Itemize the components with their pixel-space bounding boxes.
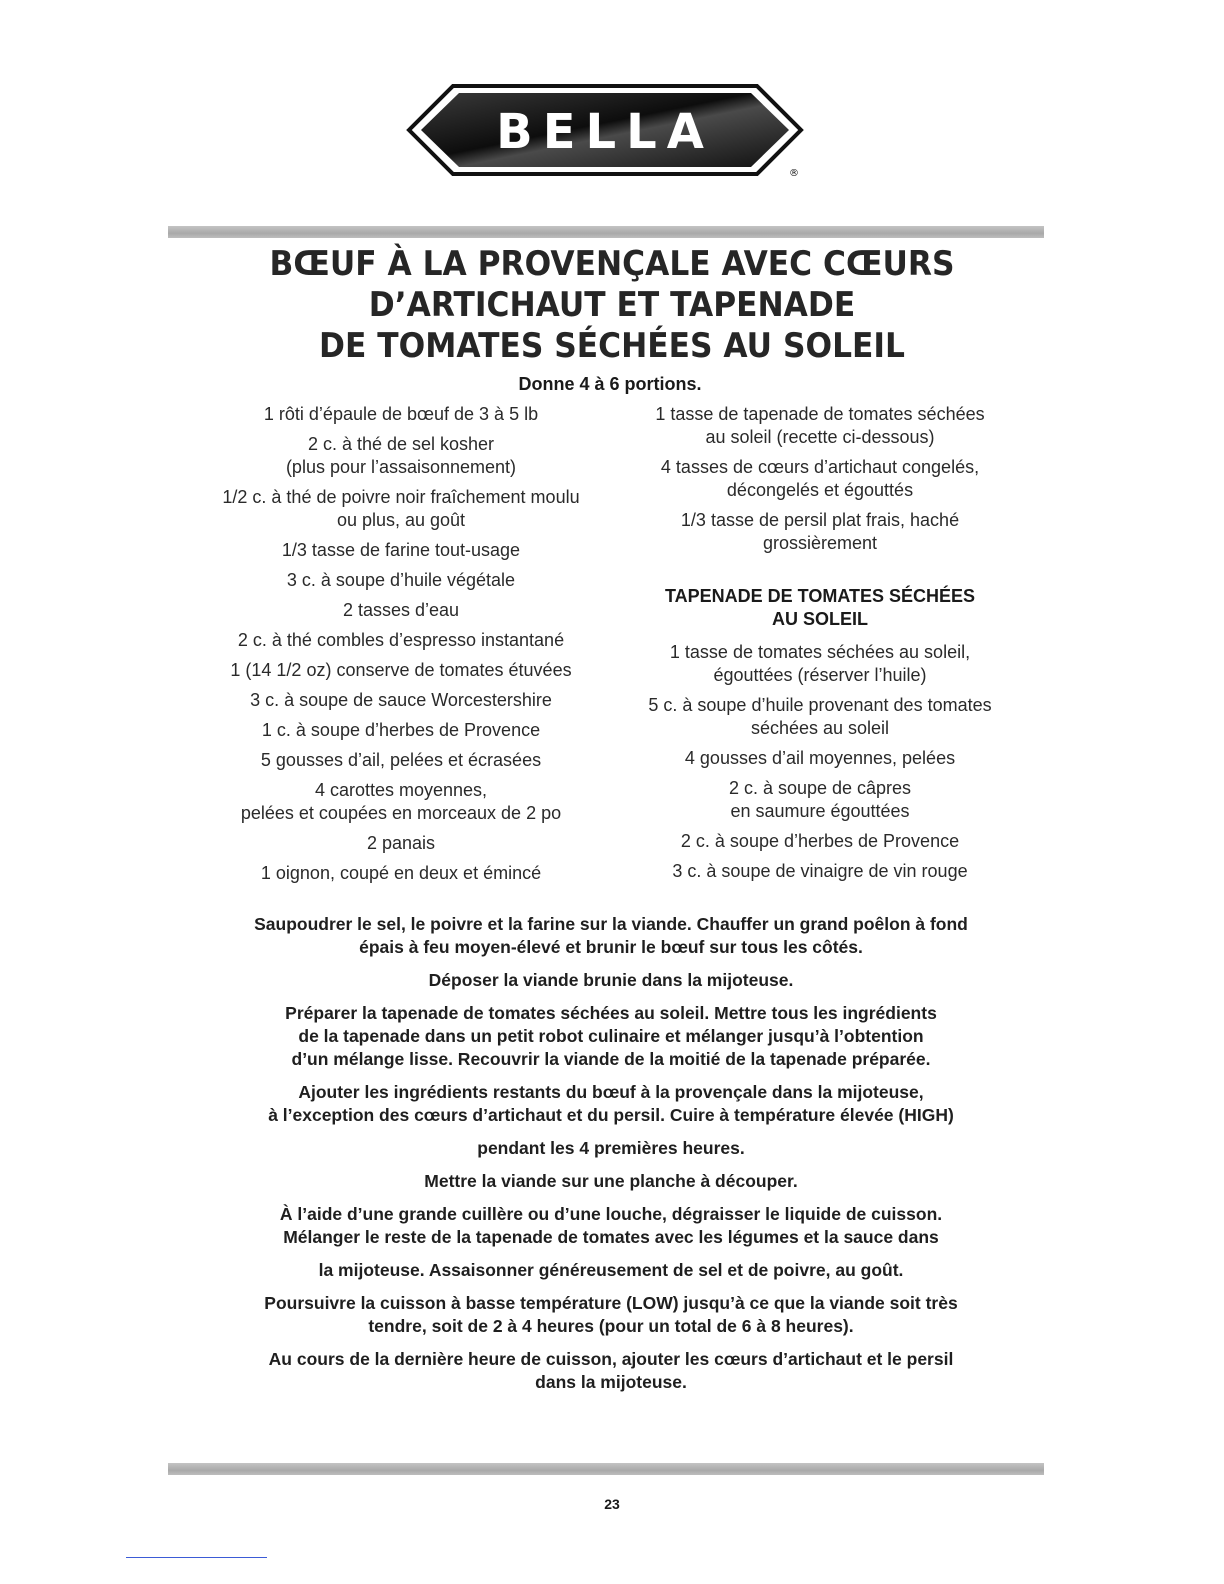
yield-text: Donne 4 à 6 portions. xyxy=(518,374,702,394)
ingredient-line: 1/3 tasse de persil plat frais, haché xyxy=(680,510,960,530)
page-number: 23 xyxy=(604,1496,620,1512)
ingredient-line: 4 tasses de cœurs d’artichaut congelés, xyxy=(660,457,980,477)
step-line: à l’exception des cœurs d’artichaut et du persil. Cuire à température élevée (HIGH) xyxy=(268,1105,954,1125)
brand-name: BELLA xyxy=(496,104,714,160)
ingredient-item xyxy=(614,641,1026,687)
instruction-step xyxy=(196,1203,1026,1249)
ingredient-line: pelées et coupées en morceaux de 2 po xyxy=(240,803,562,823)
instruction-step xyxy=(196,1259,1026,1282)
ingredient-line: égouttées (réserver l’huile) xyxy=(713,665,927,685)
ingredient-item xyxy=(196,832,606,855)
step-line: Poursuivre la cuisson à basse température (LOW) jusqu’à ce que la viande soit très xyxy=(264,1293,958,1313)
ingredient-line: 4 carottes moyennes, xyxy=(314,780,488,800)
step-line: d’un mélange lisse. Recouvrir la viande de la moitié de la tapenade préparée. xyxy=(291,1049,931,1069)
step-line: Mettre la viande sur une planche à découper. xyxy=(424,1171,798,1191)
step-line: Saupoudrer le sel, le poivre et la farine sur la viande. Chauffer un grand poêlon à fond xyxy=(254,914,968,934)
ingredient-item xyxy=(196,599,606,622)
ingredient-line: 2 c. à soupe de câpres xyxy=(728,778,912,798)
instruction-step xyxy=(196,1002,1026,1071)
ingredient-item xyxy=(196,539,606,562)
title-line: DE TOMATES SÉCHÉES AU SOLEIL xyxy=(319,326,905,366)
step-line: Au cours de la dernière heure de cuisson, ajouter les cœurs d’artichaut et le persil xyxy=(268,1349,954,1369)
ingredient-item xyxy=(196,486,606,532)
ingredient-line: (plus pour l’assaisonnement) xyxy=(285,457,517,477)
bella-logo xyxy=(405,80,805,180)
ingredient-line: 3 c. à soupe de sauce Worcestershire xyxy=(250,690,552,710)
tapenade-heading-line: TAPENADE DE TOMATES SÉCHÉES xyxy=(664,586,976,606)
top-divider-bar xyxy=(168,226,1044,238)
ingredient-item xyxy=(614,509,1026,555)
recipe-title xyxy=(215,244,1010,367)
ingredient-item xyxy=(196,719,606,742)
ingredient-line: séchées au soleil xyxy=(750,718,890,738)
ingredient-item xyxy=(614,456,1026,502)
ingredient-line: 1 oignon, coupé en deux et émincé xyxy=(260,863,542,883)
step-line: Préparer la tapenade de tomates séchées au soleil. Mettre tous les ingrédients xyxy=(285,1003,937,1023)
ingredient-line: 3 c. à soupe de vinaigre de vin rouge xyxy=(672,861,968,881)
ingredient-line: grossièrement xyxy=(762,533,878,553)
ingredient-item xyxy=(196,403,606,426)
ingredient-line: 1/3 tasse de farine tout-usage xyxy=(281,540,521,560)
registered-mark: ® xyxy=(789,168,799,179)
ingredient-line: 2 panais xyxy=(366,833,436,853)
title-line: BŒUF À LA PROVENÇALE AVEC CŒURS xyxy=(269,244,955,284)
step-line: dans la mijoteuse. xyxy=(535,1372,687,1392)
step-line: pendant les 4 premières heures. xyxy=(477,1138,745,1158)
ingredient-item xyxy=(196,862,606,885)
ingredient-line: 2 c. à soupe d’herbes de Provence xyxy=(680,831,960,851)
ingredient-item xyxy=(196,749,606,772)
ingredient-item xyxy=(614,403,1026,449)
ingredient-line: 2 tasses d’eau xyxy=(342,600,460,620)
ingredient-line: 2 c. à thé combles d’espresso instantané xyxy=(237,630,565,650)
instruction-step xyxy=(196,1348,1026,1394)
tapenade-heading xyxy=(614,585,1026,631)
step-line: Ajouter les ingrédients restants du bœuf à la provençale dans la mijoteuse, xyxy=(298,1082,924,1102)
ingredient-line: 2 c. à thé de sel kosher xyxy=(307,434,495,454)
step-line: la mijoteuse. Assaisonner généreusement de sel et de poivre, au goût. xyxy=(318,1260,904,1280)
bottom-divider-bar xyxy=(168,1463,1044,1475)
ingredient-line: 1 c. à soupe d’herbes de Provence xyxy=(261,720,541,740)
ingredient-item xyxy=(614,777,1026,823)
ingredient-item xyxy=(614,860,1026,883)
tapenade-heading-line: AU SOLEIL xyxy=(771,609,868,629)
ingredient-item xyxy=(196,629,606,652)
instruction-step xyxy=(196,913,1026,959)
ingredient-line: décongelés et égouttés xyxy=(726,480,914,500)
instruction-step xyxy=(196,1081,1026,1127)
ingredient-item xyxy=(614,830,1026,853)
ingredient-item xyxy=(196,779,606,825)
ingredient-line: 1 rôti d’épaule de bœuf de 3 à 5 lb xyxy=(263,404,539,424)
ingredient-line: 1 tasse de tomates séchées au soleil, xyxy=(669,642,971,662)
ingredient-line: 5 gousses d’ail, pelées et écrasées xyxy=(260,750,542,770)
ingredient-line: 1/2 c. à thé de poivre noir fraîchement moulu xyxy=(222,487,580,507)
ingredient-item xyxy=(614,694,1026,740)
ingredient-line: 5 c. à soupe d’huile provenant des tomates xyxy=(648,695,992,715)
ingredient-line: au soleil (recette ci-dessous) xyxy=(705,427,935,447)
ingredient-item xyxy=(196,659,606,682)
step-line: épais à feu moyen-élevé et brunir le bœuf sur tous les côtés. xyxy=(359,937,863,957)
footer-line xyxy=(126,1557,267,1558)
ingredient-line: 3 c. à soupe d’huile végétale xyxy=(286,570,516,590)
ingredient-line: 1 (14 1/2 oz) conserve de tomates étuvées xyxy=(230,660,572,680)
instruction-step xyxy=(196,1137,1026,1160)
instructions xyxy=(196,913,1026,1404)
title-line: D’ARTICHAUT ET TAPENADE xyxy=(368,285,856,325)
step-line: de la tapenade dans un petit robot culinaire et mélanger jusqu’à l’obtention xyxy=(298,1026,924,1046)
ingredient-line: 1 tasse de tapenade de tomates séchées xyxy=(655,404,985,424)
ingredient-item xyxy=(196,689,606,712)
step-line: Mélanger le reste de la tapenade de tomates avec les légumes et la sauce dans xyxy=(283,1227,939,1247)
ingredient-line: 4 gousses d’ail moyennes, pelées xyxy=(684,748,956,768)
ingredient-line: ou plus, au goût xyxy=(336,510,466,530)
step-line: À l’aide d’une grande cuillère ou d’une louche, dégraisser le liquide de cuisson. xyxy=(279,1204,943,1224)
instruction-step xyxy=(196,969,1026,992)
instruction-step xyxy=(196,1170,1026,1193)
instruction-step xyxy=(196,1292,1026,1338)
ingredient-line: en saumure égouttées xyxy=(730,801,910,821)
ingredient-item xyxy=(614,747,1026,770)
step-line: Déposer la viande brunie dans la mijoteuse. xyxy=(428,970,794,990)
ingredient-item xyxy=(196,433,606,479)
step-line: tendre, soit de 2 à 4 heures (pour un total de 6 à 8 heures). xyxy=(368,1316,854,1336)
ingredients-right-column xyxy=(614,403,1026,890)
ingredients-left-column xyxy=(196,403,606,892)
ingredient-item xyxy=(196,569,606,592)
